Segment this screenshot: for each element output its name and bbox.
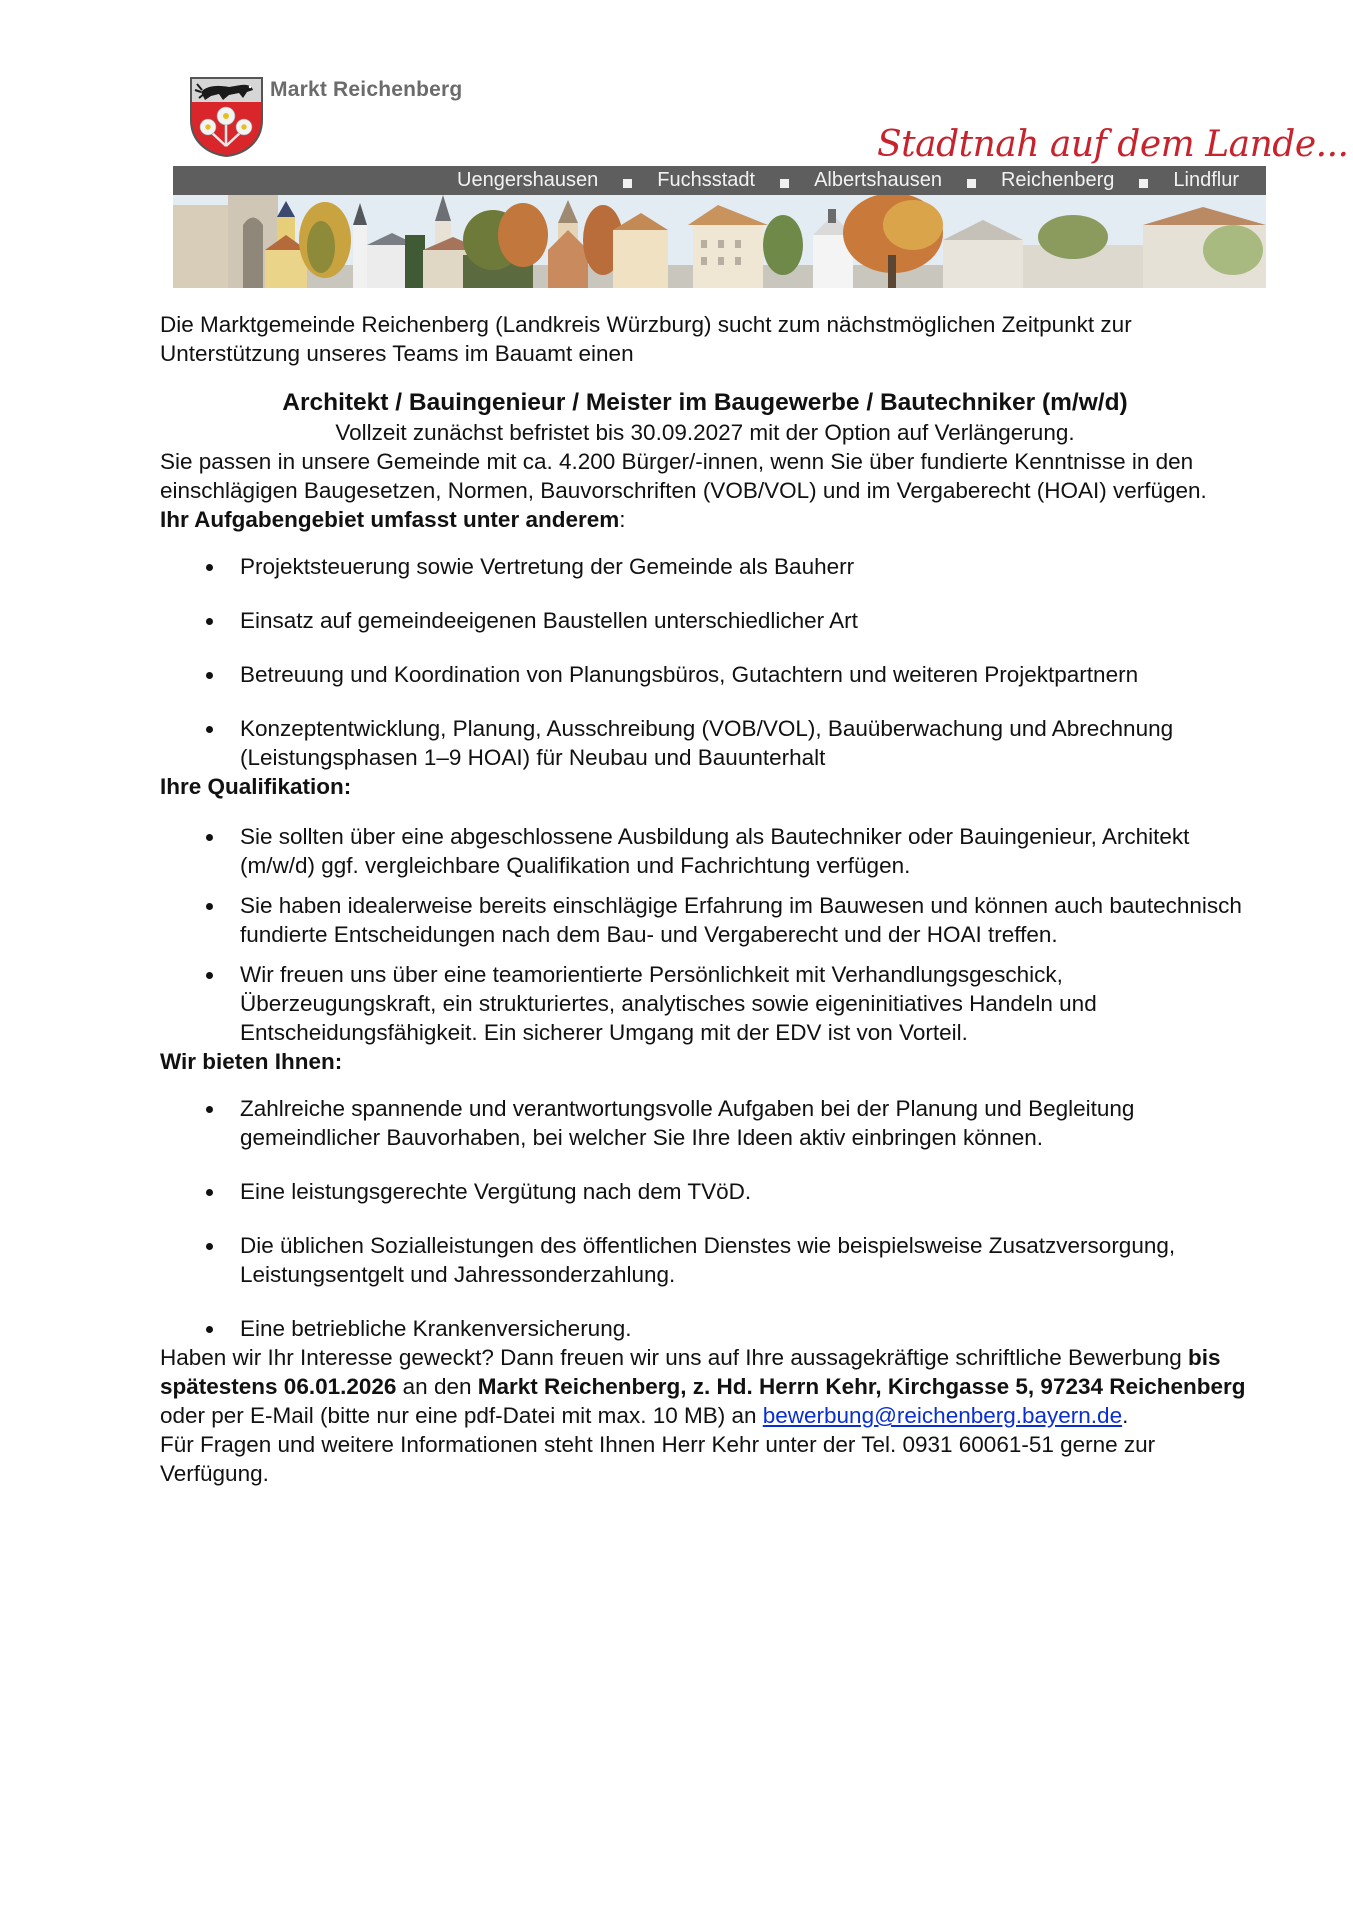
application-deadline: bis spätestens 06.01.2026 — [160, 1345, 1221, 1399]
list-item: Betreuung und Koordination von Planungsbüros, Gutachtern und weiteren Projektpartnern — [160, 660, 1250, 689]
list-item: Eine leistungsgerechte Vergütung nach dem TVöD. — [160, 1177, 1250, 1206]
job-posting — [160, 310, 1250, 1488]
application-paragraph — [160, 1343, 1250, 1430]
job-title-block — [160, 388, 1250, 447]
tasks-heading-text: Ihr Aufgabengebiet umfasst unter anderem — [160, 507, 620, 532]
nav-item-lindflur: Lindflur — [1173, 169, 1239, 191]
village-panorama-image — [173, 195, 1266, 288]
offers-heading: Wir bieten Ihnen: — [160, 1049, 343, 1074]
qualifications-heading: Ihre Qualifikation: — [160, 774, 352, 799]
job-subtitle: Vollzeit zunächst befristet bis 30.09.2027 mit der Option auf Verlängerung. — [335, 420, 1075, 445]
nav-item-uengershausen: Uengershausen — [457, 169, 599, 191]
nav-item-albertshausen: Albertshausen — [814, 169, 942, 191]
slogan: Stadtnah auf dem Lande... — [877, 124, 1349, 165]
fit-paragraph: Sie passen in unsere Gemeinde mit ca. 4.200 Bürger/-innen, wenn Sie über fundierte Kenntnisse in den einschlägigen Baugesetzen, Normen, Bauvorschriften (VOB/VOL) und im Vergaberecht (HOAI) verfügen. — [160, 449, 1207, 503]
contact-paragraph: Für Fragen und weitere Informationen steht Ihnen Herr Kehr unter der Tel. 0931 60061-51 gerne zur Verfügung. — [160, 1432, 1156, 1486]
intro-text: Die Marktgemeinde Reichenberg (Landkreis Würzburg) sucht zum nächstmöglichen Zeitpunkt zur Unterstützung unseres Teams im Bauamt einen — [160, 312, 1132, 366]
list-item: Zahlreiche spannende und verantwortungsvolle Aufgaben bei der Planung und Begleitung gemeindlicher Bauvorhaben, bei welcher Sie Ihre Ideen aktiv einbringen können. — [160, 1094, 1250, 1152]
brand-name: Markt Reichenberg — [270, 78, 463, 101]
job-title: Architekt / Bauingenieur / Meister im Baugewerbe / Bautechniker (m/w/d) — [282, 389, 1128, 416]
list-item: Einsatz auf gemeindeeigenen Baustellen unterschiedlicher Art — [160, 606, 1250, 635]
application-text: Haben wir Ihr Interesse geweckt? Dann freuen wir uns auf Ihre aussagekräftige schriftliche Bewerbung — [160, 1345, 1189, 1370]
list-item: Projektsteuerung sowie Vertretung der Gemeinde als Bauherr — [160, 552, 1250, 581]
list-item: Sie sollten über eine abgeschlossene Ausbildung als Bautechniker oder Bauingenieur, Architekt (m/w/d) ggf. vergleichbare Qualifikation und Fachrichtung verfügen. — [160, 822, 1250, 880]
village-nav-bar — [173, 166, 1266, 195]
application-recipient-address: Markt Reichenberg, z. Hd. Herrn Kehr, Kirchgasse 5, 97234 Reichenberg — [477, 1374, 1246, 1399]
application-text: oder per E-Mail (bitte nur eine pdf-Datei mit max. 10 MB) an — [160, 1403, 763, 1428]
tasks-heading-colon: : — [619, 507, 626, 532]
tasks-list — [160, 552, 1250, 772]
application-text: . — [1122, 1403, 1129, 1428]
square-separator-icon — [967, 179, 976, 188]
tasks-heading — [160, 505, 1250, 534]
list-item: Sie haben idealerweise bereits einschlägige Erfahrung im Bauwesen und können auch bautechnisch fundierte Entscheidungen nach dem Bau- und Vergaberecht und der HOAI treffen. — [160, 891, 1250, 949]
qualifications-list — [160, 822, 1250, 1047]
application-text: an den — [396, 1374, 478, 1399]
square-separator-icon — [780, 179, 789, 188]
nav-item-reichenberg: Reichenberg — [1000, 169, 1115, 191]
letterhead — [0, 0, 1353, 300]
nav-item-fuchsstadt: Fuchsstadt — [657, 169, 756, 191]
list-item: Die üblichen Sozialleistungen des öffentlichen Dienstes wie beispielsweise Zusatzversorgung, Leistungsentgelt und Jahressonderzahlung. — [160, 1231, 1250, 1289]
list-item: Konzeptentwicklung, Planung, Ausschreibung (VOB/VOL), Bauüberwachung und Abrechnung (Leistungsphasen 1–9 HOAI) für Neubau und Bauunterhalt — [160, 714, 1250, 772]
offers-list — [160, 1094, 1250, 1343]
list-item: Eine betriebliche Krankenversicherung. — [160, 1314, 1250, 1343]
application-email-link[interactable]: bewerbung@reichenberg.bayern.de — [762, 1403, 1123, 1428]
square-separator-icon — [623, 179, 632, 188]
list-item: Wir freuen uns über eine teamorientierte Persönlichkeit mit Verhandlungsgeschick, Überzeugungskraft, ein strukturiertes, analytisches sowie eigeninitiatives Handeln und Entscheidungsfähigkeit. Ein sicherer Umgang mit der EDV ist von Vorteil. — [160, 960, 1250, 1047]
square-separator-icon — [1139, 179, 1148, 188]
coat-of-arms-icon — [189, 76, 264, 158]
